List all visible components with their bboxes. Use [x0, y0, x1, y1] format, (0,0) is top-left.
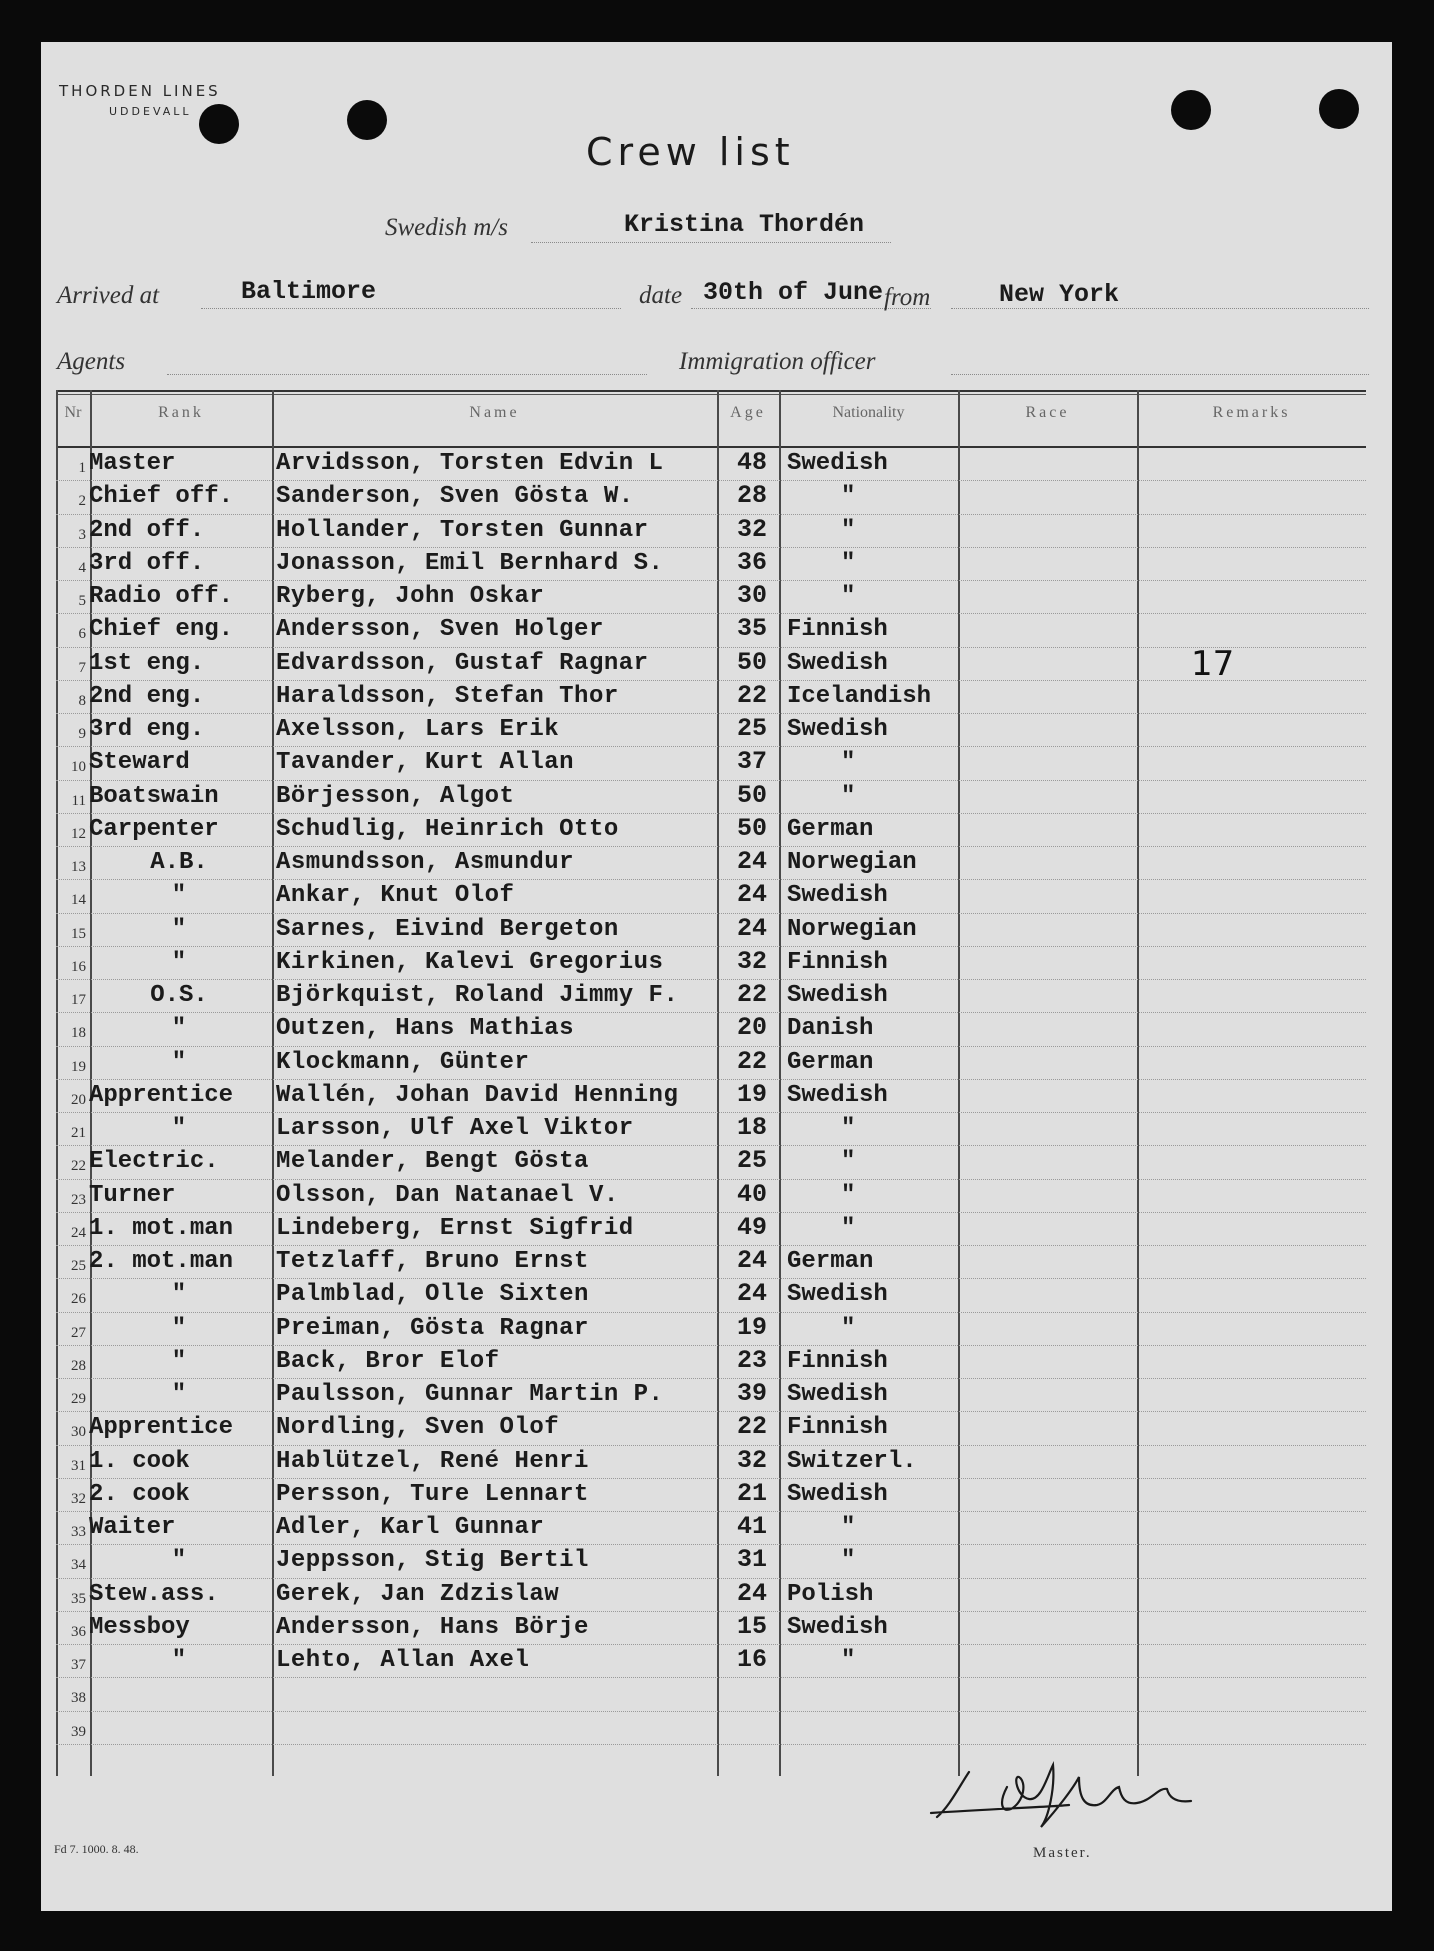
row-rank: 3rd off. — [89, 549, 205, 577]
row-name: Ryberg, John Oskar — [276, 583, 545, 610]
row-nationality: German — [787, 1048, 874, 1076]
form-code: Fd 7. 1000. 8. 48. — [54, 1842, 139, 1856]
row-age: 32 — [736, 514, 767, 544]
row-age: 35 — [736, 614, 767, 644]
table-row — [56, 580, 1366, 613]
vessel-name: Kristina Thordén — [624, 210, 865, 239]
row-age: 40 — [736, 1179, 767, 1209]
column-header-nr: Nr — [64, 404, 82, 421]
row-age: 50 — [736, 647, 767, 677]
row-name: Jonasson, Emil Bernhard S. — [276, 549, 664, 577]
row-nationality: Swedish — [787, 982, 888, 1009]
row-nr: 32 — [71, 1490, 86, 1507]
row-name: Persson, Ture Lennart — [276, 1480, 589, 1508]
row-name: Hablützel, René Henri — [276, 1447, 589, 1475]
table-row — [56, 514, 1366, 547]
row-name: Axelsson, Lars Erik — [276, 716, 560, 743]
row-rank: Steward — [89, 749, 190, 777]
table-row — [56, 680, 1366, 713]
row-rank: 3rd eng. — [89, 716, 205, 743]
row-nationality: Danish — [787, 1015, 874, 1043]
row-nr: 21 — [71, 1125, 86, 1141]
arrived-label: Arrived at — [57, 282, 160, 309]
row-nr: 5 — [78, 593, 86, 609]
row-nr: 7 — [78, 659, 86, 676]
row-age: 22 — [736, 980, 767, 1009]
row-nr: 19 — [71, 1058, 86, 1075]
row-nationality: German — [787, 815, 874, 843]
punch-hole — [347, 100, 387, 140]
row-nr: 28 — [71, 1357, 86, 1374]
row-age: 50 — [736, 813, 767, 843]
row-name: Ankar, Knut Olof — [276, 882, 515, 910]
row-nr: 38 — [71, 1690, 86, 1707]
crew-list-document — [41, 42, 1392, 1911]
row-rank: " — [171, 1115, 187, 1142]
row-age: 24 — [736, 1246, 767, 1275]
row-age: 19 — [736, 1312, 767, 1342]
table-row — [56, 813, 1366, 846]
row-name: Outzen, Hans Mathias — [276, 1015, 575, 1043]
row-nationality: Swedish — [787, 1613, 888, 1641]
row-nr: 31 — [71, 1457, 86, 1474]
table-row — [56, 1345, 1366, 1378]
row-nationality: Swedish — [787, 716, 888, 743]
row-nr: 8 — [78, 692, 86, 709]
row-name: Edvardsson, Gustaf Ragnar — [276, 649, 649, 677]
table-row — [56, 746, 1366, 779]
from-value: New York — [999, 280, 1120, 309]
row-nr: 3 — [78, 526, 86, 543]
row-rank: Chief off. — [89, 483, 234, 511]
row-nationality: Swedish — [787, 649, 888, 677]
table-row — [56, 780, 1366, 813]
row-rank: 1st eng. — [89, 649, 205, 677]
table-row — [56, 1145, 1366, 1178]
row-name: Larsson, Ulf Axel Viktor — [276, 1115, 634, 1142]
row-name: Nordling, Sven Olof — [276, 1414, 560, 1442]
row-nationality: " — [841, 1214, 856, 1242]
arrived-value: Baltimore — [241, 277, 377, 306]
table-row — [56, 1079, 1366, 1112]
row-rank: Carpenter — [89, 815, 219, 843]
row-name: Palmblad, Olle Sixten — [276, 1281, 589, 1309]
row-nr: 22 — [71, 1158, 86, 1175]
table-row — [56, 447, 1366, 480]
row-name: Haraldsson, Stefan Thor — [276, 682, 619, 710]
table-row — [56, 1478, 1366, 1511]
row-age: 18 — [736, 1113, 767, 1142]
table-row — [56, 713, 1366, 746]
row-name: Klockmann, Günter — [276, 1048, 530, 1076]
table-row — [56, 643, 1366, 684]
row-name: Börjesson, Algot — [276, 782, 515, 810]
row-nr: 10 — [71, 759, 86, 776]
agents-label: Agents — [57, 348, 126, 375]
row-age: 24 — [736, 880, 767, 910]
row-age: 24 — [736, 847, 767, 876]
column-header-remarks: Remarks — [1212, 404, 1291, 421]
row-nationality: " — [841, 483, 856, 511]
row-nationality: Swedish — [787, 1381, 888, 1408]
row-nr: 6 — [78, 626, 86, 643]
row-age: 50 — [736, 780, 767, 810]
row-rank: 2. mot.man — [89, 1248, 234, 1275]
row-nationality: Finnish — [787, 1347, 888, 1375]
row-name: Lindeberg, Ernst Sigfrid — [276, 1214, 634, 1242]
row-name: Andersson, Hans Börje — [276, 1613, 589, 1641]
table-row — [56, 613, 1366, 646]
row-age: 22 — [736, 680, 767, 710]
row-nationality: " — [841, 583, 856, 610]
row-nationality: " — [841, 749, 856, 777]
row-name: Gerek, Jan Zdzislaw — [276, 1580, 560, 1608]
row-rank: A.B. — [150, 849, 208, 876]
row-nationality: " — [841, 1547, 856, 1575]
table-row — [56, 1112, 1366, 1145]
row-nationality: " — [841, 1514, 856, 1541]
table-row — [56, 1611, 1366, 1644]
row-age: 32 — [736, 946, 767, 976]
row-nr: 30 — [71, 1424, 86, 1441]
row-age: 16 — [736, 1645, 767, 1674]
row-name: Tetzlaff, Bruno Ernst — [276, 1248, 589, 1275]
vessel-label: Swedish m/s — [385, 214, 508, 241]
row-nationality: " — [841, 1115, 856, 1142]
row-age: 31 — [736, 1545, 767, 1575]
row-name: Sanderson, Sven Gösta W. — [276, 483, 634, 511]
table-row — [56, 1644, 1366, 1677]
row-rank: Messboy — [89, 1613, 190, 1641]
row-name: Björkquist, Roland Jimmy F. — [276, 982, 679, 1009]
row-rank: " — [171, 1314, 187, 1342]
row-age: 24 — [736, 1578, 767, 1608]
company-name: THORDEN LINES — [59, 82, 221, 100]
row-rank: " — [171, 1381, 187, 1408]
row-rank: 1. cook — [89, 1447, 190, 1475]
row-nr: 14 — [71, 892, 86, 909]
row-age: 36 — [736, 547, 767, 577]
row-age: 39 — [736, 1379, 767, 1408]
row-name: Kirkinen, Kalevi Gregorius — [276, 948, 664, 976]
row-nationality: Norwegian — [787, 915, 917, 943]
company-city: UDDEVALL — [109, 105, 192, 118]
row-nationality: Swedish — [787, 882, 888, 910]
row-name: Preiman, Gösta Ragnar — [276, 1314, 589, 1342]
punch-hole — [1319, 89, 1359, 129]
row-rank: Turner — [89, 1181, 176, 1209]
row-nationality: Swedish — [787, 1081, 888, 1109]
signature-label: Master. — [1033, 1845, 1092, 1861]
master-signature — [929, 1747, 1259, 1837]
row-rank: " — [171, 1647, 187, 1674]
column-header-nationality: Nationality — [832, 404, 905, 421]
column-header-age: Age — [730, 404, 766, 421]
row-rank: " — [171, 882, 187, 910]
row-name: Tavander, Kurt Allan — [276, 749, 575, 777]
row-name: Melander, Bengt Gösta — [276, 1148, 589, 1176]
row-nationality: German — [787, 1248, 874, 1275]
table-row — [56, 547, 1366, 580]
row-nr: 20 — [71, 1091, 86, 1108]
column-header-rank: Rank — [158, 404, 204, 421]
row-name: Andersson, Sven Holger — [276, 616, 604, 644]
row-nationality: " — [841, 1148, 856, 1176]
row-age: 21 — [736, 1478, 767, 1508]
row-nr: 2 — [78, 493, 86, 510]
row-nr: 11 — [71, 792, 86, 809]
row-age: 41 — [736, 1512, 767, 1541]
row-nr: 1 — [78, 460, 86, 476]
row-nr: 35 — [71, 1590, 86, 1607]
row-rank: Waiter — [89, 1514, 176, 1541]
row-nr: 9 — [78, 726, 86, 742]
table-row — [56, 1278, 1366, 1311]
table-row — [56, 879, 1366, 912]
row-rank: " — [171, 1281, 187, 1309]
row-nationality: Switzerl. — [787, 1447, 917, 1475]
table-row — [56, 946, 1366, 979]
row-nr: 12 — [71, 825, 86, 842]
from-label: from — [884, 284, 931, 311]
row-name: Olsson, Dan Natanael V. — [276, 1181, 619, 1209]
row-rank: Boatswain — [89, 782, 219, 810]
row-rank: " — [171, 948, 187, 976]
row-nr: 26 — [71, 1291, 86, 1308]
row-name: Adler, Karl Gunnar — [276, 1514, 545, 1541]
row-age: 22 — [736, 1046, 767, 1076]
row-nationality: Finnish — [787, 1414, 888, 1442]
row-age: 22 — [736, 1412, 767, 1442]
row-nationality: Finnish — [787, 616, 888, 644]
row-name: Wallén, Johan David Henning — [276, 1081, 679, 1109]
row-nr: 4 — [78, 559, 86, 576]
row-rank: " — [171, 1347, 187, 1375]
date-label: date — [639, 282, 683, 309]
table-row — [56, 1677, 1366, 1710]
table-row — [56, 913, 1366, 946]
row-nationality: Polish — [787, 1580, 874, 1608]
row-nationality: Swedish — [787, 1281, 888, 1309]
row-name: Sarnes, Eivind Bergeton — [276, 915, 619, 943]
table-row — [56, 480, 1366, 513]
row-age: 25 — [736, 714, 767, 743]
row-nationality: Swedish — [787, 450, 888, 477]
row-nationality: " — [841, 516, 856, 544]
row-nr: 25 — [71, 1258, 86, 1274]
page-title: Crew list — [586, 130, 795, 174]
row-remarks: 17 — [1191, 643, 1235, 684]
table-row — [56, 846, 1366, 879]
table-row — [56, 1511, 1366, 1544]
row-nationality: " — [841, 549, 856, 577]
column-header-name: Name — [469, 404, 520, 421]
row-nr: 29 — [71, 1391, 86, 1407]
row-rank: Master — [89, 450, 176, 477]
row-age: 48 — [736, 448, 767, 477]
row-nr: 27 — [71, 1324, 86, 1341]
row-nr: 36 — [71, 1623, 86, 1640]
row-nationality: " — [841, 1181, 856, 1209]
row-name: Asmundsson, Asmundur — [276, 849, 575, 876]
row-rank: O.S. — [150, 982, 208, 1009]
row-rank: Apprentice — [89, 1414, 234, 1442]
row-nr: 23 — [71, 1191, 86, 1208]
crew-table — [56, 390, 1366, 1776]
row-nationality: Norwegian — [787, 849, 917, 876]
row-age: 28 — [736, 481, 767, 511]
row-rank: " — [171, 1048, 187, 1076]
row-age: 37 — [736, 747, 767, 777]
row-nr: 13 — [71, 859, 86, 875]
row-nr: 24 — [71, 1224, 86, 1241]
punch-hole — [1171, 90, 1211, 130]
row-nr: 37 — [71, 1657, 86, 1673]
table-row — [56, 1578, 1366, 1611]
row-nationality: " — [841, 1314, 856, 1342]
row-age: 32 — [736, 1445, 767, 1475]
table-row — [56, 1445, 1366, 1478]
row-name: Hollander, Torsten Gunnar — [276, 516, 649, 544]
row-rank: 2. cook — [89, 1480, 190, 1508]
row-age: 24 — [736, 1279, 767, 1309]
row-name: Arvidsson, Torsten Edvin L — [276, 450, 664, 477]
row-name: Paulsson, Gunnar Martin P. — [276, 1381, 664, 1408]
row-rank: " — [171, 915, 187, 943]
row-nr: 15 — [71, 925, 86, 942]
row-nr: 33 — [71, 1524, 86, 1540]
row-age: 24 — [736, 913, 767, 943]
row-rank: " — [171, 1547, 187, 1575]
row-rank: 1. mot.man — [89, 1214, 234, 1242]
table-row — [56, 1711, 1366, 1744]
row-rank: 2nd eng. — [89, 682, 205, 710]
row-nr: 16 — [71, 958, 86, 975]
row-nr: 34 — [71, 1557, 86, 1574]
row-name: Schudlig, Heinrich Otto — [276, 815, 619, 843]
table-row — [56, 1012, 1366, 1045]
date-value: 30th of June — [703, 278, 884, 307]
row-nationality: Finnish — [787, 948, 888, 976]
row-name: Back, Bror Elof — [276, 1347, 500, 1375]
table-row — [56, 979, 1366, 1012]
row-rank: Apprentice — [89, 1081, 234, 1109]
column-header-race: Race — [1025, 404, 1070, 421]
row-age: 20 — [736, 1013, 767, 1043]
row-rank: Radio off. — [89, 583, 234, 610]
row-nationality: " — [841, 1647, 856, 1674]
row-name: Lehto, Allan Axel — [276, 1647, 530, 1674]
row-age: 25 — [736, 1146, 767, 1176]
row-nr: 18 — [71, 1025, 86, 1042]
row-rank: Electric. — [89, 1148, 219, 1176]
row-age: 30 — [736, 581, 767, 610]
row-name: Jeppsson, Stig Bertil — [276, 1547, 589, 1575]
table-row — [56, 1544, 1366, 1577]
punch-hole — [199, 104, 239, 144]
row-age: 15 — [736, 1611, 767, 1641]
row-age: 23 — [736, 1345, 767, 1375]
table-row — [56, 1245, 1366, 1278]
table-row — [56, 1378, 1366, 1411]
row-rank: Chief eng. — [89, 616, 234, 644]
row-nr: 17 — [71, 992, 86, 1008]
row-rank: Stew.ass. — [89, 1580, 219, 1608]
table-row — [56, 1411, 1366, 1444]
row-nationality: Icelandish — [787, 682, 932, 710]
row-nationality: Swedish — [787, 1480, 888, 1508]
table-row — [56, 1312, 1366, 1345]
row-rank: 2nd off. — [89, 516, 205, 544]
immigration-label: Immigration officer — [679, 348, 876, 375]
row-age: 49 — [736, 1212, 767, 1242]
row-nationality: " — [841, 782, 856, 810]
table-row — [56, 1179, 1366, 1212]
table-row — [56, 1212, 1366, 1245]
row-rank: " — [171, 1015, 187, 1043]
row-age: 19 — [736, 1079, 767, 1109]
row-nr: 39 — [71, 1723, 86, 1740]
table-row — [56, 1046, 1366, 1079]
